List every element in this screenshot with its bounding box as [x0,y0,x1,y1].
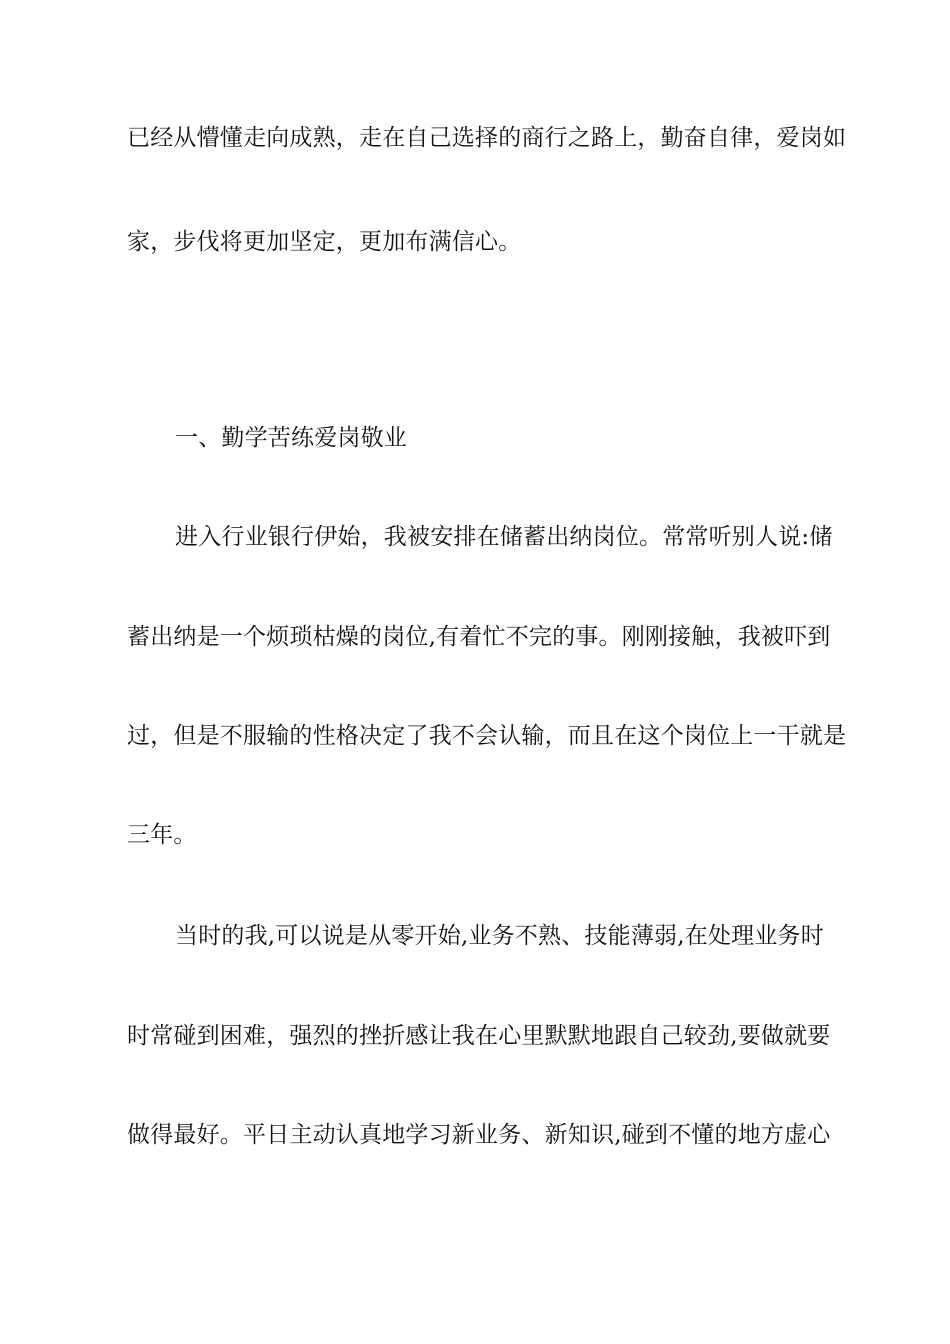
paragraph-line: 三年。 [127,822,197,848]
paragraph-line: 做得最好。平日主动认真地学习新业务、新知识,碰到不懂的地方虚心 [127,1122,831,1148]
paragraph-line: 进入行业银行伊始，我被安排在储蓄出纳岗位。常常听别人说:储 [175,524,833,550]
paragraph-line: 已经从懵懂走向成熟，走在自己选择的商行之路上，勤奋自律，爱岗如 [127,125,847,151]
section-heading: 一、勤学苦练爱岗敬业 [175,425,407,451]
paragraph-line: 蓄出纳是一个烦琐枯燥的岗位,有着忙不完的事。刚刚接触，我被吓到 [127,624,831,650]
paragraph-line: 当时的我,可以说是从零开始,业务不熟、技能薄弱,在处理业务时 [175,923,824,949]
paragraph-line: 过，但是不服输的性格决定了我不会认输，而且在这个岗位上一干就是 [127,723,847,749]
paragraph-line: 时常碰到困难，强烈的挫折感让我在心里默默地跟自己较劲,要做就要 [127,1023,831,1049]
paragraph-line: 家，步伐将更加坚定，更加布满信心。 [127,229,522,255]
